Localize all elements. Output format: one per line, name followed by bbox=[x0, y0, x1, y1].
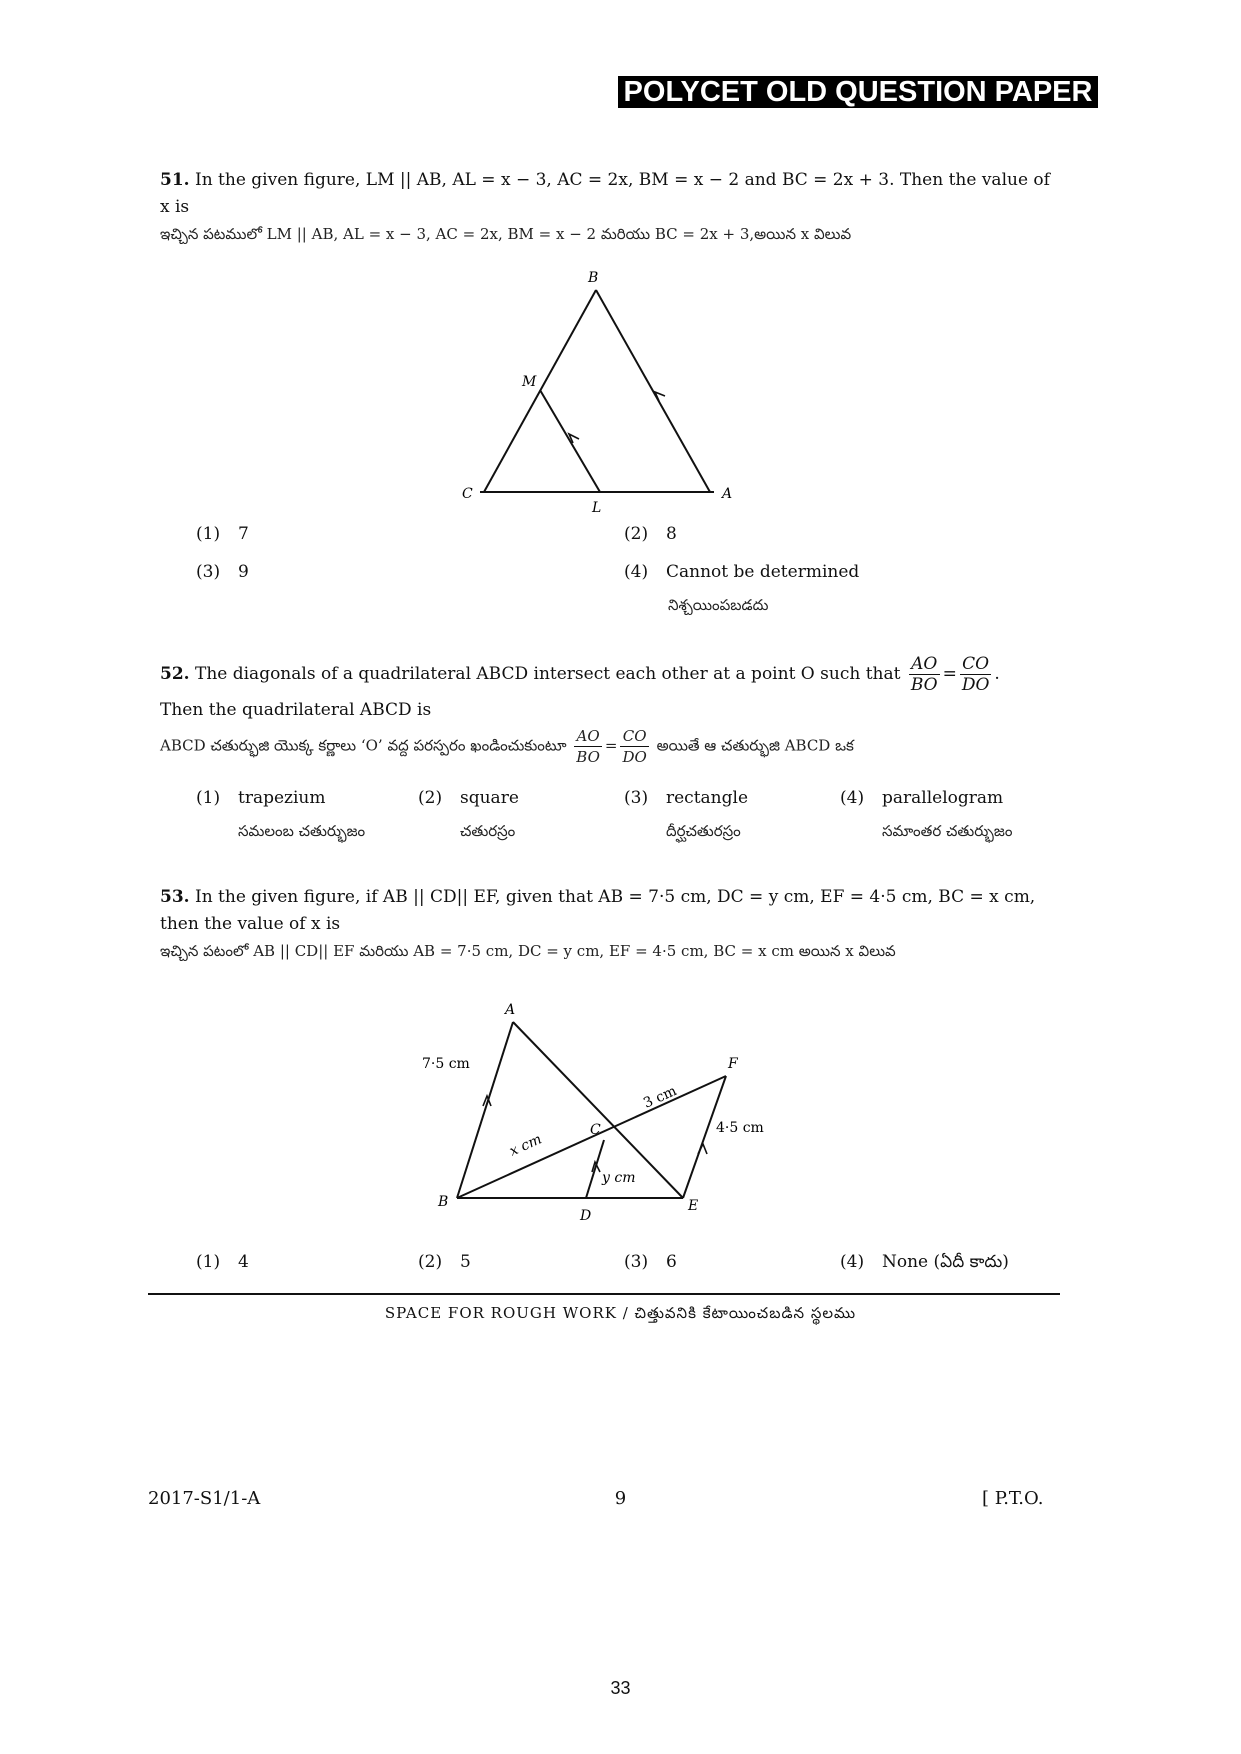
paper-code: 2017-S1/1-A bbox=[148, 1488, 261, 1509]
option-4[interactable]: (4) None (ఏదీ కాదు) bbox=[840, 1252, 1009, 1272]
question-51-text bbox=[160, 167, 1060, 221]
question-text-telugu: ఇచ్చిన పటంలో AB || CD|| EF మరియు AB = 7·5 cm, DC = y cm, EF = 4·5 cm, BC = x cm అయిన x విలువ bbox=[160, 942, 896, 960]
point-label-b: B bbox=[588, 270, 599, 286]
segment-ae bbox=[513, 1022, 683, 1198]
rough-work-label: SPACE FOR ROUGH WORK / చిత్తువనికి కేటాయించబడిన స్థలము bbox=[384, 1304, 857, 1322]
option-1[interactable]: (1) trapezium bbox=[196, 788, 326, 808]
question-text-telugu: ABCD చతుర్భుజి యొక్క కర్ణాలు ‘O’ వద్ద పరస్పరం ఖండించుకుంటూ $\frac{AO}{BO}$ = $\frac{CO}{DO}$ అయితే ఆ చతుర్భుజి ABCD ఒక bbox=[160, 727, 854, 766]
point-label-e: E bbox=[688, 1198, 699, 1214]
option-2-telugu: చతురస్రం bbox=[460, 822, 516, 840]
paper-banner: POLYCET OLD QUESTION PAPER bbox=[618, 76, 1098, 108]
point-label-l: L bbox=[592, 500, 602, 516]
length-label-ab: 7·5 cm bbox=[422, 1056, 470, 1072]
fraction-ao-bo: $\frac{AO}{BO}$ bbox=[910, 654, 938, 695]
question-text-english: In the given figure, if AB || CD|| EF, given that AB = 7·5 cm, DC = y cm, EF = 4·5 cm, BC = x cm, then the value of x is bbox=[160, 887, 1036, 934]
point-label-a: A bbox=[722, 486, 733, 502]
fraction-co-do: $\frac{CO}{DO}$ bbox=[622, 727, 647, 766]
point-label-c: C bbox=[462, 486, 473, 502]
option-2[interactable]: (2) 8 bbox=[624, 524, 677, 544]
option-3[interactable]: (3) 9 bbox=[196, 562, 249, 582]
parallel-lines-figure bbox=[420, 996, 800, 1228]
arrow-mark bbox=[655, 392, 665, 401]
option-4[interactable]: (4) Cannot be determined bbox=[624, 562, 860, 582]
option-1-telugu: సమలంబ చతుర్భుజం bbox=[238, 822, 366, 840]
option-2[interactable]: (2) square bbox=[418, 788, 519, 808]
question-53 bbox=[160, 884, 1060, 965]
length-label-dc: y cm bbox=[602, 1170, 636, 1186]
length-label-cf: 3 cm bbox=[641, 1083, 680, 1112]
question-text-english: The diagonals of a quadrilateral ABCD intersect each other at a point O such that bbox=[194, 664, 901, 684]
question-number: 52. bbox=[160, 664, 190, 684]
point-label-c: C bbox=[590, 1122, 601, 1138]
document-page-number: 33 bbox=[610, 1678, 631, 1698]
question-text-english: In the given figure, LM || AB, AL = x − 3, AC = 2x, BM = x − 2 and BC = 2x + 3. Then the value of x is bbox=[160, 170, 1050, 217]
question-53-text bbox=[160, 884, 1060, 938]
segment-dc bbox=[586, 1140, 604, 1198]
segment-ab bbox=[457, 1022, 513, 1198]
question-text-english-2: Then the quadrilateral ABCD is bbox=[160, 700, 432, 720]
point-label-f: F bbox=[728, 1056, 738, 1072]
point-label-b: B bbox=[438, 1194, 449, 1210]
fraction-co-do: $\frac{CO}{DO}$ bbox=[961, 654, 990, 695]
fraction-ao-bo: $\frac{AO}{BO}$ bbox=[576, 727, 600, 766]
length-label-bc: x cm bbox=[507, 1131, 545, 1160]
question-number: 53. bbox=[160, 887, 190, 907]
option-3[interactable]: (3) 6 bbox=[624, 1252, 677, 1272]
question-52-line1: 52. The diagonals of a quadrilateral ABCD intersect each other at a point O such that $\frac{AO}{BO}$ = $\frac{CO}{DO}$ . bbox=[160, 654, 1000, 695]
side-ba bbox=[596, 290, 710, 492]
option-1[interactable]: (1) 7 bbox=[196, 524, 249, 544]
question-52 bbox=[160, 654, 1060, 767]
question-51 bbox=[160, 167, 1060, 248]
option-4-telugu: నిశ్చయింపబడదు bbox=[668, 596, 769, 614]
point-label-a: A bbox=[505, 1002, 516, 1018]
question-number: 51. bbox=[160, 170, 190, 190]
point-label-d: D bbox=[580, 1208, 592, 1224]
option-3-telugu: దీర్ఘచతురస్రం bbox=[666, 822, 741, 840]
footer-page-number: 9 bbox=[614, 1488, 627, 1509]
option-4-telugu: సమాంతర చతుర్భుజం bbox=[882, 822, 1013, 840]
option-3[interactable]: (3) rectangle bbox=[624, 788, 749, 808]
divider bbox=[148, 1293, 1060, 1295]
point-label-m: M bbox=[522, 374, 537, 390]
option-2[interactable]: (2) 5 bbox=[418, 1252, 471, 1272]
segment-ef bbox=[683, 1076, 726, 1198]
pto-label: [ P.T.O. bbox=[982, 1488, 1044, 1509]
segment-ml bbox=[540, 390, 600, 492]
option-1[interactable]: (1) 4 bbox=[196, 1252, 249, 1272]
triangle-figure bbox=[460, 268, 760, 518]
question-text-telugu: ఇచ్చిన పటములో LM || AB, AL = x − 3, AC = 2x, BM = x − 2 మరియు BC = 2x + 3,అయిన x విలువ bbox=[160, 225, 852, 243]
option-4[interactable]: (4) parallelogram bbox=[840, 788, 1004, 808]
length-label-ef: 4·5 cm bbox=[716, 1120, 764, 1136]
